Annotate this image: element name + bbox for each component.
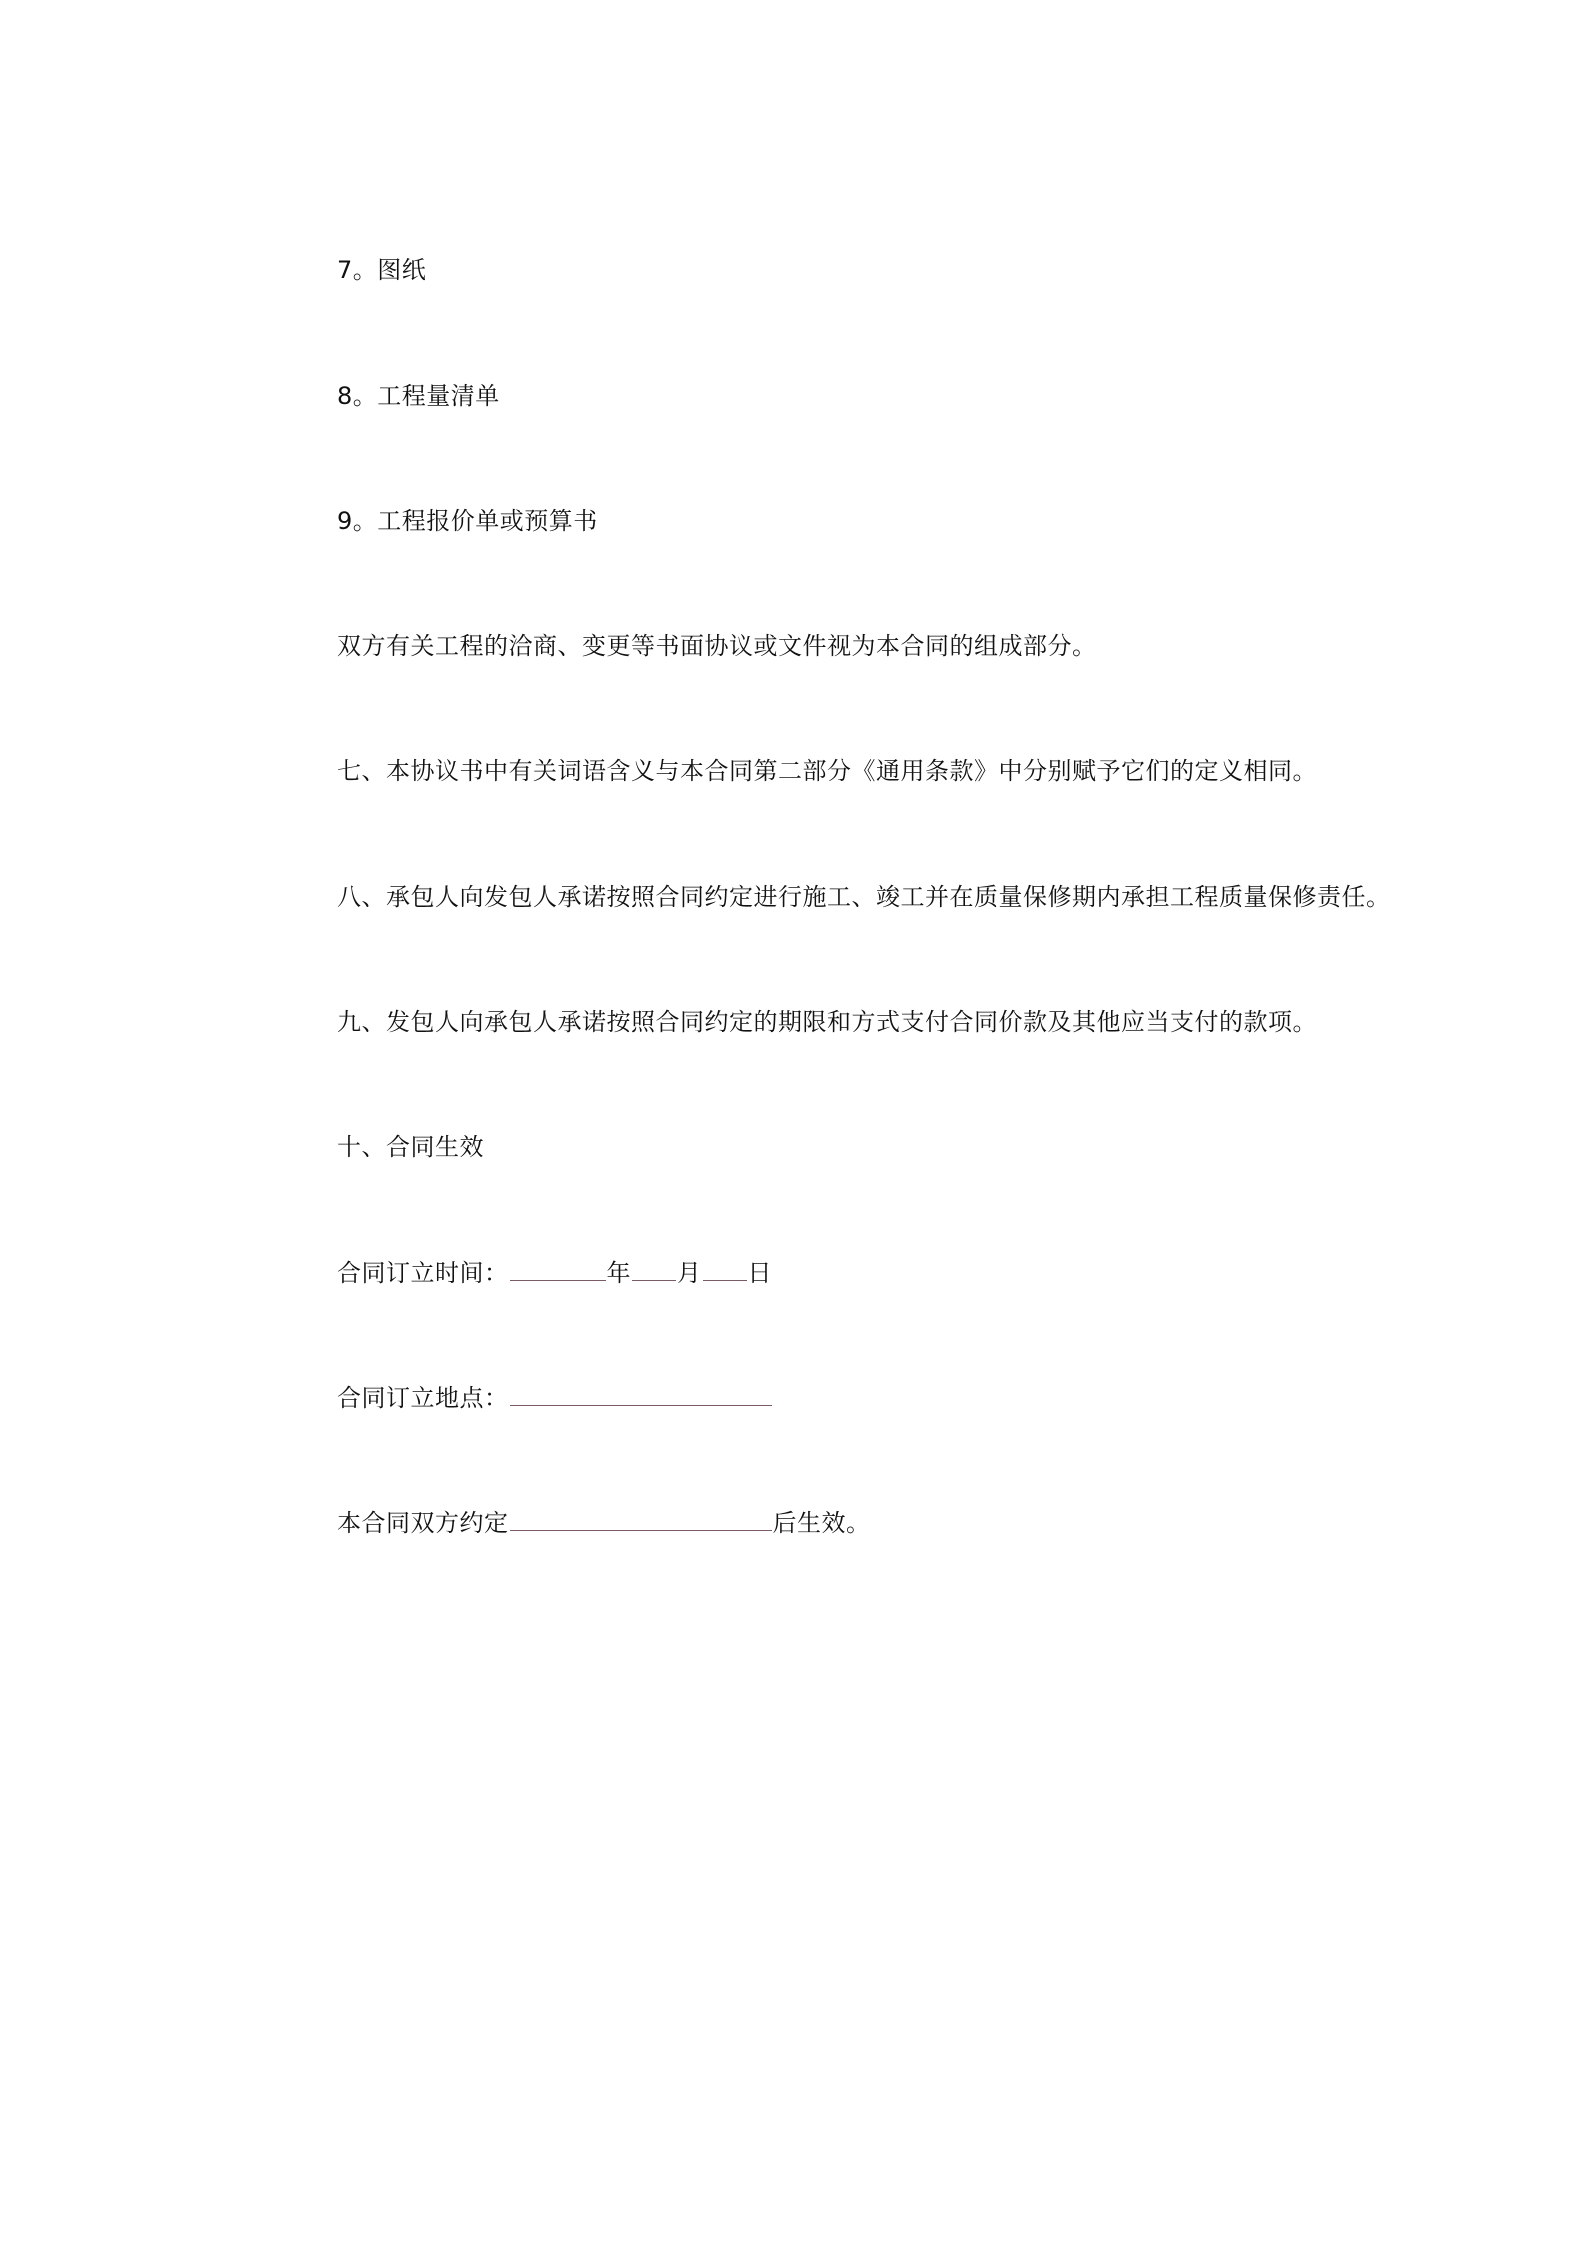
item-drawings: 7。图纸	[337, 256, 427, 284]
clause-seven: 七、本协议书中有关词语含义与本合同第二部分《通用条款》中分别赋予它们的定义相同。	[337, 757, 1317, 785]
day-label: 日	[747, 1259, 772, 1287]
effective-condition-blank	[510, 1508, 772, 1531]
signing-time-line	[337, 1258, 772, 1288]
effective-suffix: 后生效。	[772, 1509, 871, 1537]
signing-place-line	[337, 1383, 773, 1413]
signing-time-label: 合同订立时间：	[337, 1259, 509, 1287]
month-label: 月	[677, 1259, 702, 1287]
year-blank	[510, 1258, 606, 1281]
effective-prefix: 本合同双方约定	[337, 1509, 509, 1537]
clause-nine: 九、发包人向承包人承诺按照合同约定的期限和方式支付合同价款及其他应当支付的款项。	[337, 1008, 1317, 1036]
clause-ten-heading: 十、合同生效	[337, 1133, 484, 1161]
effective-condition-line	[337, 1508, 871, 1538]
signing-place-blank	[510, 1383, 772, 1406]
signing-place-label: 合同订立地点：	[337, 1384, 509, 1412]
clause-eight: 八、承包人向发包人承诺按照合同约定进行施工、竣工并在质量保修期内承担工程质量保修责任。	[337, 883, 1391, 911]
item-quotation: 9。工程报价单或预算书	[337, 507, 598, 535]
paragraph-supplementary-documents: 双方有关工程的洽商、变更等书面协议或文件视为本合同的组成部分。	[337, 632, 1097, 660]
day-blank	[703, 1258, 747, 1281]
month-blank	[632, 1258, 676, 1281]
item-bill-of-quantities: 8。工程量清单	[337, 382, 500, 410]
year-label: 年	[606, 1259, 631, 1287]
